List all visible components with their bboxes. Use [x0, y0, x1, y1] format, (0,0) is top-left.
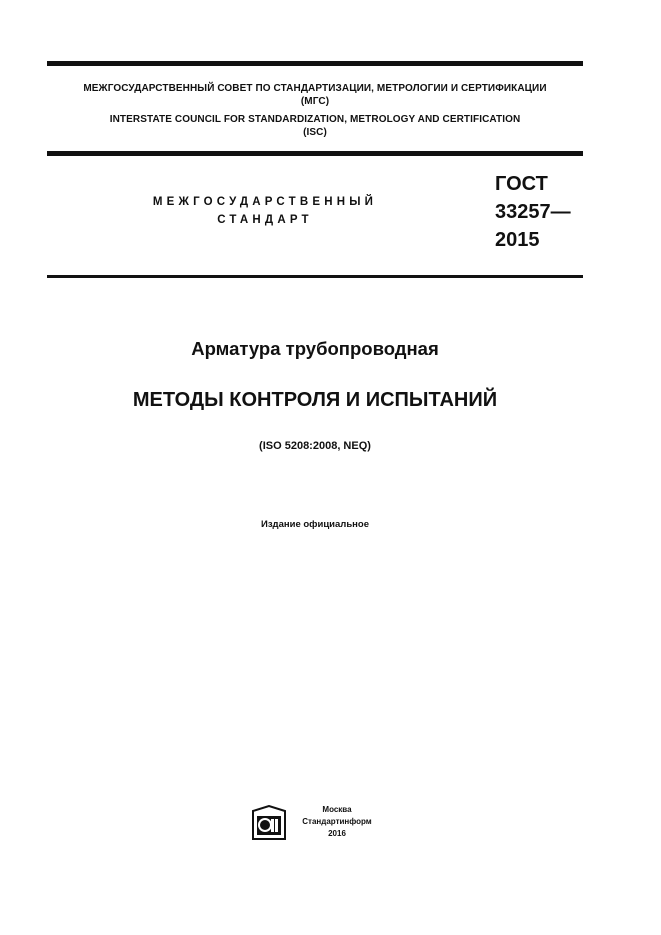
council-ru-abbr: (МГС)	[300, 96, 330, 107]
document-title: Арматура трубопроводная	[191, 338, 439, 359]
council-ru-name: МЕЖГОСУДАРСТВЕННЫЙ СОВЕТ ПО СТАНДАРТИЗАЦИИ, МЕТРОЛОГИИ И СЕРТИФИКАЦИИ	[83, 83, 547, 94]
publisher-city: Москва	[322, 805, 352, 814]
council-en-name: INTERSTATE COUNCIL FOR STANDARDIZATION, METROLOGY AND CERTIFICATION	[109, 114, 521, 125]
standard-kind-line1: МЕЖГОСУДАРСТВЕННЫЙ	[152, 196, 378, 208]
council-en-abbr: (ISC)	[303, 127, 327, 138]
publisher-name: Стандартинформ	[302, 817, 372, 826]
document-reference: (ISO 5208:2008, NEQ)	[259, 440, 371, 452]
header-bottom-rule	[47, 275, 583, 278]
council-bottom-rule	[47, 151, 583, 156]
top-rule	[47, 61, 583, 66]
publisher-info	[292, 804, 382, 840]
standartinform-logo-icon	[249, 805, 289, 841]
gost-label: ГОСТ	[495, 173, 548, 195]
publisher-year: 2016	[328, 829, 346, 838]
edition-note: Издание официальное	[261, 519, 369, 530]
gost-year: 2015	[495, 229, 540, 251]
gost-designation	[495, 170, 571, 254]
gost-number: 33257—	[495, 201, 571, 223]
standard-kind-line2: СТАНДАРТ	[217, 214, 313, 226]
document-subtitle: МЕТОДЫ КОНТРОЛЯ И ИСПЫТАНИЙ	[132, 389, 498, 411]
